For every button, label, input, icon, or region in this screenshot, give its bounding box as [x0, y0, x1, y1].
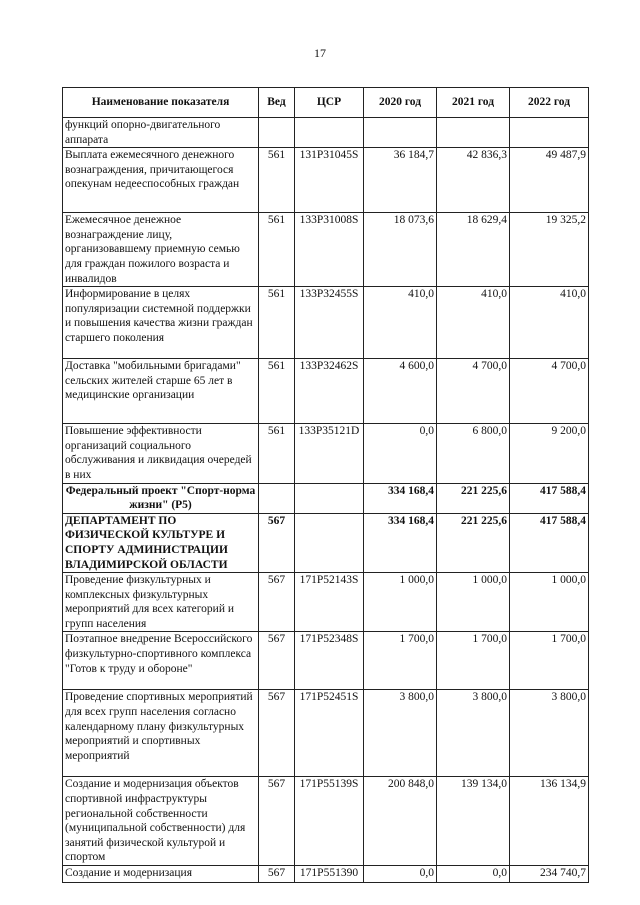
cell-csr: 171P55139S	[295, 777, 364, 866]
cell-csr: 133P32455S	[295, 287, 364, 359]
cell-name: Создание и модернизация объектов спортивной инфраструктуры региональной собственности (муниципальной собственности) для занятий физической культурой и спортом	[63, 777, 259, 866]
cell-ved: 561	[259, 213, 295, 287]
cell-name: Повышение эффективности организаций социального обслуживания и ликвидация очередей в них	[63, 424, 259, 483]
cell-ved: 561	[259, 424, 295, 483]
cell-2020: 3 800,0	[364, 690, 437, 777]
cell-name: Создание и модернизация	[63, 866, 259, 883]
cell-2021: 18 629,4	[437, 213, 510, 287]
table-row	[63, 483, 589, 513]
table-row	[63, 424, 589, 483]
cell-2021: 221 225,6	[437, 513, 510, 572]
cell-2022: 9 200,0	[510, 424, 589, 483]
cell-2021: 139 134,0	[437, 777, 510, 866]
cell-ved: 567	[259, 690, 295, 777]
cell-csr: 131P31045S	[295, 148, 364, 213]
cell-csr	[295, 118, 364, 148]
cell-2021: 4 700,0	[437, 359, 510, 424]
cell-2020: 334 168,4	[364, 513, 437, 572]
table-row	[63, 148, 589, 213]
cell-csr	[295, 483, 364, 513]
cell-csr: 133P35121D	[295, 424, 364, 483]
cell-ved: 567	[259, 866, 295, 883]
column-header-2022: 2022 год	[510, 88, 589, 118]
table-row	[63, 777, 589, 866]
column-header-2020: 2020 год	[364, 88, 437, 118]
budget-table	[62, 87, 589, 883]
cell-2020: 334 168,4	[364, 483, 437, 513]
cell-2021: 221 225,6	[437, 483, 510, 513]
table-row	[63, 213, 589, 287]
cell-2020: 18 073,6	[364, 213, 437, 287]
table-row	[63, 632, 589, 690]
cell-ved	[259, 118, 295, 148]
cell-2022: 4 700,0	[510, 359, 589, 424]
column-header-csr: ЦСР	[295, 88, 364, 118]
column-header-2021: 2021 год	[437, 88, 510, 118]
cell-2022: 234 740,7	[510, 866, 589, 883]
cell-2020: 4 600,0	[364, 359, 437, 424]
cell-2021: 3 800,0	[437, 690, 510, 777]
cell-2021: 410,0	[437, 287, 510, 359]
cell-2021: 42 836,3	[437, 148, 510, 213]
cell-ved: 561	[259, 148, 295, 213]
cell-ved: 561	[259, 287, 295, 359]
cell-ved: 567	[259, 573, 295, 632]
cell-name: Поэтапное внедрение Всероссийского физкультурно-спортивного комплекса "Готов к труду и обороне"	[63, 632, 259, 690]
cell-2021: 0,0	[437, 866, 510, 883]
cell-2020: 410,0	[364, 287, 437, 359]
cell-ved	[259, 483, 295, 513]
table-row	[63, 513, 589, 572]
cell-2022: 417 588,4	[510, 483, 589, 513]
table-row	[63, 359, 589, 424]
cell-2022: 19 325,2	[510, 213, 589, 287]
cell-2022: 1 000,0	[510, 573, 589, 632]
cell-2022: 3 800,0	[510, 690, 589, 777]
cell-2020: 1 000,0	[364, 573, 437, 632]
cell-csr	[295, 513, 364, 572]
cell-csr: 171P52451S	[295, 690, 364, 777]
cell-csr: 171P52143S	[295, 573, 364, 632]
cell-csr: 133P31008S	[295, 213, 364, 287]
cell-csr: 133P32462S	[295, 359, 364, 424]
cell-2020	[364, 118, 437, 148]
column-header-ved: Вед	[259, 88, 295, 118]
cell-ved: 567	[259, 513, 295, 572]
table-row	[63, 573, 589, 632]
cell-2020: 0,0	[364, 866, 437, 883]
cell-2021: 1 000,0	[437, 573, 510, 632]
cell-ved: 561	[259, 359, 295, 424]
table-row	[63, 118, 589, 148]
table-header-row	[63, 88, 589, 118]
cell-2022: 417 588,4	[510, 513, 589, 572]
cell-2022: 410,0	[510, 287, 589, 359]
cell-2020: 36 184,7	[364, 148, 437, 213]
table-row	[63, 287, 589, 359]
table-row	[63, 690, 589, 777]
cell-csr: 171P52348S	[295, 632, 364, 690]
cell-2022: 49 487,9	[510, 148, 589, 213]
cell-2020: 200 848,0	[364, 777, 437, 866]
cell-ved: 567	[259, 632, 295, 690]
cell-2021: 1 700,0	[437, 632, 510, 690]
cell-name: Выплата ежемесячного денежного вознаграждения, причитающегося опекунам недееспособных граждан	[63, 148, 259, 213]
cell-2022	[510, 118, 589, 148]
cell-csr: 171P551390	[295, 866, 364, 883]
cell-name: Ежемесячное денежное вознаграждение лицу, организовавшему приемную семью для граждан пожилого возраста и инвалидов	[63, 213, 259, 287]
table-row	[63, 866, 589, 883]
cell-name: Проведение физкультурных и комплексных физкультурных мероприятий для всех категорий и групп населения	[63, 573, 259, 632]
cell-2021	[437, 118, 510, 148]
cell-name: функций опорно-двигательного аппарата	[63, 118, 259, 148]
cell-name: ДЕПАРТАМЕНТ ПО ФИЗИЧЕСКОЙ КУЛЬТУРЕ И СПОРТУ АДМИНИСТРАЦИИ ВЛАДИМИРСКОЙ ОБЛАСТИ	[63, 513, 259, 572]
page-number: 17	[314, 46, 326, 60]
cell-2022: 136 134,9	[510, 777, 589, 866]
cell-name: Информирование в целях популяризации системной поддержки и повышения качества жизни граждан старшего поколения	[63, 287, 259, 359]
cell-2022: 1 700,0	[510, 632, 589, 690]
cell-2020: 0,0	[364, 424, 437, 483]
cell-2020: 1 700,0	[364, 632, 437, 690]
cell-name: Федеральный проект "Спорт-норма жизни" (P5)	[63, 483, 259, 513]
cell-ved: 567	[259, 777, 295, 866]
cell-name: Проведение спортивных мероприятий для всех групп населения согласно календарному плану физкультурных мероприятий и спортивных мероприятий	[63, 690, 259, 777]
cell-name: Доставка "мобильными бригадами" сельских жителей старше 65 лет в медицинские организации	[63, 359, 259, 424]
cell-2021: 6 800,0	[437, 424, 510, 483]
column-header-name: Наименование показателя	[63, 88, 259, 118]
